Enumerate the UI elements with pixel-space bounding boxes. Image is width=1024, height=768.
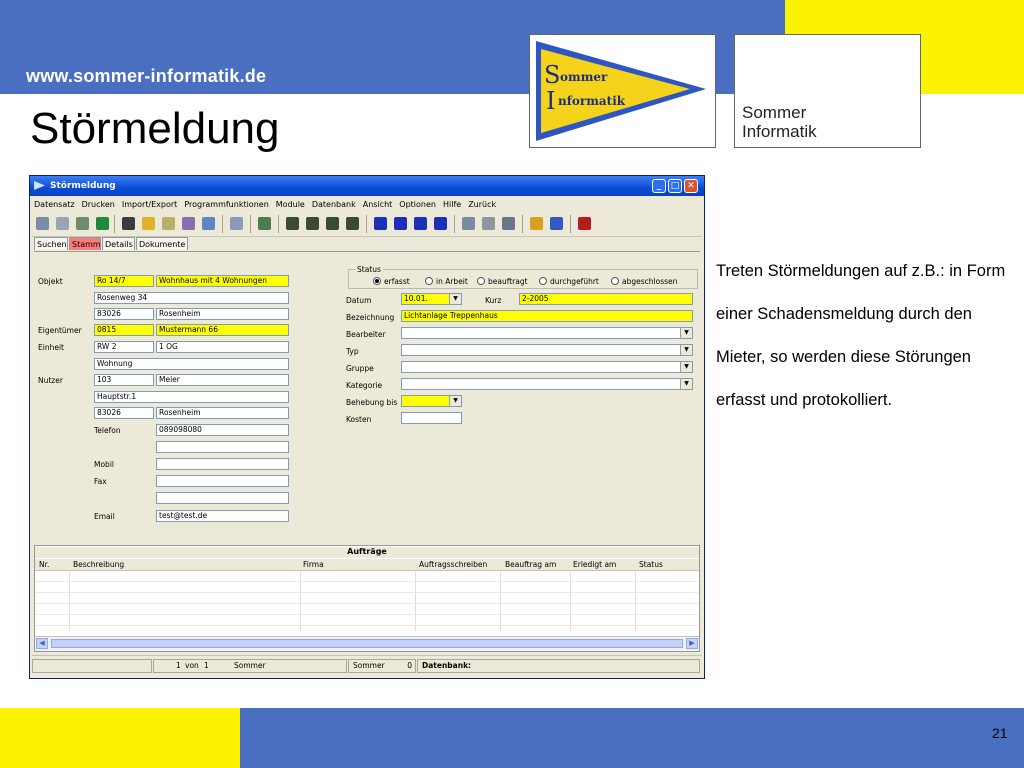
behebung-bis-label: Behebung bis [346,398,398,407]
grid-icon[interactable] [462,217,475,230]
chevron-down-icon[interactable]: ▼ [680,328,692,338]
grid-line [35,592,699,593]
status-radio-in-arbeit[interactable] [425,277,468,286]
menu-ansicht[interactable]: Ansicht [362,200,393,209]
toolbar-separator [454,215,455,233]
toolbar-separator [570,215,571,233]
calculator-icon[interactable] [162,217,175,230]
nutzer-name-field[interactable]: Meier [156,374,289,386]
datum-label: Datum [346,296,372,305]
telefon-label: Telefon [94,426,121,435]
col-beschreibung[interactable]: Beschreibung [73,560,125,569]
database-cell: Datenbank: [417,659,700,673]
logo-line-1: ommer [560,70,608,84]
record-total: 1 [204,661,209,670]
toolbar-separator [222,215,223,233]
page-number: 21 [992,725,1008,741]
einheit-label: Einheit [38,343,64,352]
tab-dokumente[interactable]: Dokumente [136,237,188,250]
tab-stamm[interactable]: Stamm [69,237,101,250]
grid-line [35,625,699,626]
objekt-plz-field[interactable]: 83026 [94,308,154,320]
bearbeiter-label: Bearbeiter [346,330,386,339]
grid-line [500,570,501,631]
close-button[interactable]: ✕ [684,179,698,193]
stamm-form [34,251,700,544]
typ-select[interactable] [401,344,693,356]
slide-title: Störmeldung [30,104,280,153]
kurz-label: Kurz [485,296,502,305]
binoculars-icon[interactable] [122,217,135,230]
auftraege-table [34,545,700,652]
menu-import-export[interactable]: Import/Export [121,200,178,209]
excel-icon[interactable] [96,217,109,230]
record-pos: 1 [176,661,181,670]
text-logo-line-2: Informatik [742,122,817,141]
fax-field[interactable] [156,475,289,487]
chevron-down-icon[interactable]: ▼ [680,379,692,389]
eigentuemer-name-field[interactable]: Mustermann 66 [156,324,289,336]
kategorie-select[interactable] [401,378,693,390]
telefon2-field[interactable] [156,441,289,453]
col-nr[interactable]: Nr. [39,560,50,569]
status-label: Status [357,265,381,274]
logo-initial-s: S [544,61,561,89]
scroll-left-icon[interactable]: ◀ [36,638,48,649]
datum-value: 10.01. [404,294,428,303]
toolbar-separator [278,215,279,233]
toolbar-separator [522,215,523,233]
toolbar [32,212,702,237]
scrollbar-thumb[interactable] [51,639,683,648]
kosten-label: Kosten [346,415,372,424]
menu-bar [30,198,704,211]
typ-label: Typ [346,347,359,356]
kurz-field[interactable]: 2-2005 [519,293,693,305]
horizontal-scrollbar[interactable] [35,636,699,651]
exit-icon[interactable] [578,217,591,230]
status-option-label: in Arbeit [436,277,468,286]
email-field[interactable]: test@test.de [156,510,289,522]
objekt-nr-field[interactable]: Ro 14/7 [94,275,154,287]
menu-zurueck[interactable]: Zurück [468,200,497,209]
status-user: Sommer [234,661,266,670]
status-radio-abgeschlossen[interactable] [611,277,677,286]
text-logo-line-1: Sommer [742,103,807,122]
menu-hilfe[interactable]: Hilfe [442,200,462,209]
chevron-down-icon[interactable]: ▼ [680,345,692,355]
nutzer-nr-field[interactable]: 103 [94,374,154,386]
einheit-nr-field[interactable]: RW 2 [94,341,154,353]
status-option-label: erfasst [384,277,410,286]
einheit-art-field[interactable]: Wohnung [94,358,289,370]
app-icon [34,181,45,190]
delete-icon[interactable] [258,217,271,230]
objekt-name-field[interactable]: Wohnhaus mit 4 Wohnungen [156,275,289,287]
status-radio-beauftragt[interactable] [477,277,528,286]
col-auftragsschreiben[interactable]: Auftragsschreiben [419,560,488,569]
grid-line [635,570,636,631]
status-user-cell [348,659,416,673]
status-radio-durchgefuehrt[interactable] [539,277,599,286]
col-status[interactable]: Status [639,560,663,569]
chevron-down-icon[interactable]: ▼ [449,396,461,406]
pencil-icon[interactable] [530,217,543,230]
description-text: Treten Störmeldungen auf z.B.: in Form einer Schadensmeldung durch den Mieter, so werden diese Störungen erfasst und protokolliert. [716,262,1006,409]
folder-icon[interactable] [142,217,155,230]
grid-line [35,581,699,582]
mobil-field[interactable] [156,458,289,470]
fax2-field[interactable] [156,492,289,504]
last-record-icon[interactable] [346,217,359,230]
email-label: Email [94,512,115,521]
bezeichnung-field[interactable]: Lichtanlage Treppenhaus [401,310,693,322]
kosten-field[interactable] [401,412,462,424]
settings-icon[interactable] [182,217,195,230]
status-option-label: durchgeführt [550,277,599,286]
document-icon[interactable] [482,217,495,230]
eigentuemer-label: Eigentümer [38,326,82,335]
col-firma[interactable]: Firma [303,560,324,569]
scroll-right-icon[interactable]: ▶ [686,638,698,649]
site-url: www.sommer-informatik.de [26,66,267,86]
nutzer-ort-field[interactable]: Rosenheim [156,407,289,419]
nutzer-plz-field[interactable]: 83026 [94,407,154,419]
eigentuemer-nr-field[interactable]: 0815 [94,324,154,336]
logo-initial-i: I [546,87,556,115]
window-title: Störmeldung [50,181,116,191]
table-header [35,559,699,571]
text-logo [734,34,921,148]
nutzer-strasse-field[interactable]: Hauptstr.1 [94,391,289,403]
record-position [153,659,347,673]
play-icon[interactable] [434,217,447,230]
status-user-2: Sommer [353,661,385,670]
gruppe-select[interactable] [401,361,693,373]
telefon-field[interactable]: 089098080 [156,424,289,436]
window-titlebar[interactable] [30,176,704,196]
grid-line [35,614,699,615]
chevron-down-icon[interactable]: ▼ [680,362,692,372]
auftraege-title: Aufträge [35,547,699,558]
bearbeiter-select[interactable] [401,327,693,339]
notes-icon[interactable] [502,217,515,230]
col-beauftrag-am[interactable]: Beauftrag am [505,560,557,569]
tab-suchen[interactable]: Suchen [34,237,68,250]
next-record-icon[interactable] [326,217,339,230]
print-icon[interactable] [36,217,49,230]
datum-picker[interactable] [401,293,462,305]
status-radio-erfasst[interactable] [373,277,410,286]
toolbar-separator [366,215,367,233]
status-count: 0 [407,661,412,670]
objekt-strasse-field[interactable]: Rosenweg 34 [94,292,289,304]
status-cell-empty [32,659,152,673]
print-preview-icon[interactable] [56,217,69,230]
mobil-label: Mobil [94,460,114,469]
menu-optionen[interactable]: Optionen [399,200,436,209]
maximize-button[interactable]: □ [668,179,682,193]
status-option-label: beauftragt [488,277,528,286]
first-record-icon[interactable] [286,217,299,230]
menu-programmfunktionen[interactable]: Programmfunktionen [184,200,269,209]
play-icon[interactable] [414,217,427,230]
menu-module[interactable]: Module [275,200,305,209]
logo-line-2: nformatik [558,94,626,108]
einheit-lage-field[interactable]: 1 OG [156,341,289,353]
bezeichnung-label: Bezeichnung [346,313,395,322]
menu-drucken[interactable]: Drucken [81,200,115,209]
status-bar [32,655,702,676]
grid-line [35,603,699,604]
grid-line [570,570,571,631]
play-icon[interactable] [394,217,407,230]
tab-details[interactable]: Details [102,237,135,250]
col-erledigt-am[interactable]: Erledigt am [573,560,617,569]
help-icon[interactable] [550,217,563,230]
footer-band [240,708,1024,768]
grid-line [415,570,416,631]
gruppe-label: Gruppe [346,364,374,373]
objekt-ort-field[interactable]: Rosenheim [156,308,289,320]
previous-record-icon[interactable] [306,217,319,230]
toolbar-separator [250,215,251,233]
footer-accent [0,708,240,768]
grid-line [300,570,301,631]
status-option-label: abgeschlossen [622,277,678,286]
nutzer-label: Nutzer [38,376,63,385]
save-icon[interactable] [230,217,243,230]
pennant-logo [529,34,716,148]
refresh-icon[interactable] [202,217,215,230]
link-icon[interactable] [76,217,89,230]
status-group [348,265,698,289]
grid-line [69,570,70,631]
behebung-bis-picker[interactable] [401,395,462,407]
record-von: von [185,661,199,670]
fax-label: Fax [94,477,107,486]
app-window [29,175,705,679]
toolbar-separator [114,215,115,233]
menu-datensatz[interactable]: Datensatz [34,200,75,209]
objekt-label: Objekt [38,277,63,286]
chevron-down-icon[interactable]: ▼ [449,294,461,304]
kategorie-label: Kategorie [346,381,383,390]
menu-datenbank[interactable]: Datenbank [311,200,356,209]
play-icon[interactable] [374,217,387,230]
minimize-button[interactable]: _ [652,179,666,193]
